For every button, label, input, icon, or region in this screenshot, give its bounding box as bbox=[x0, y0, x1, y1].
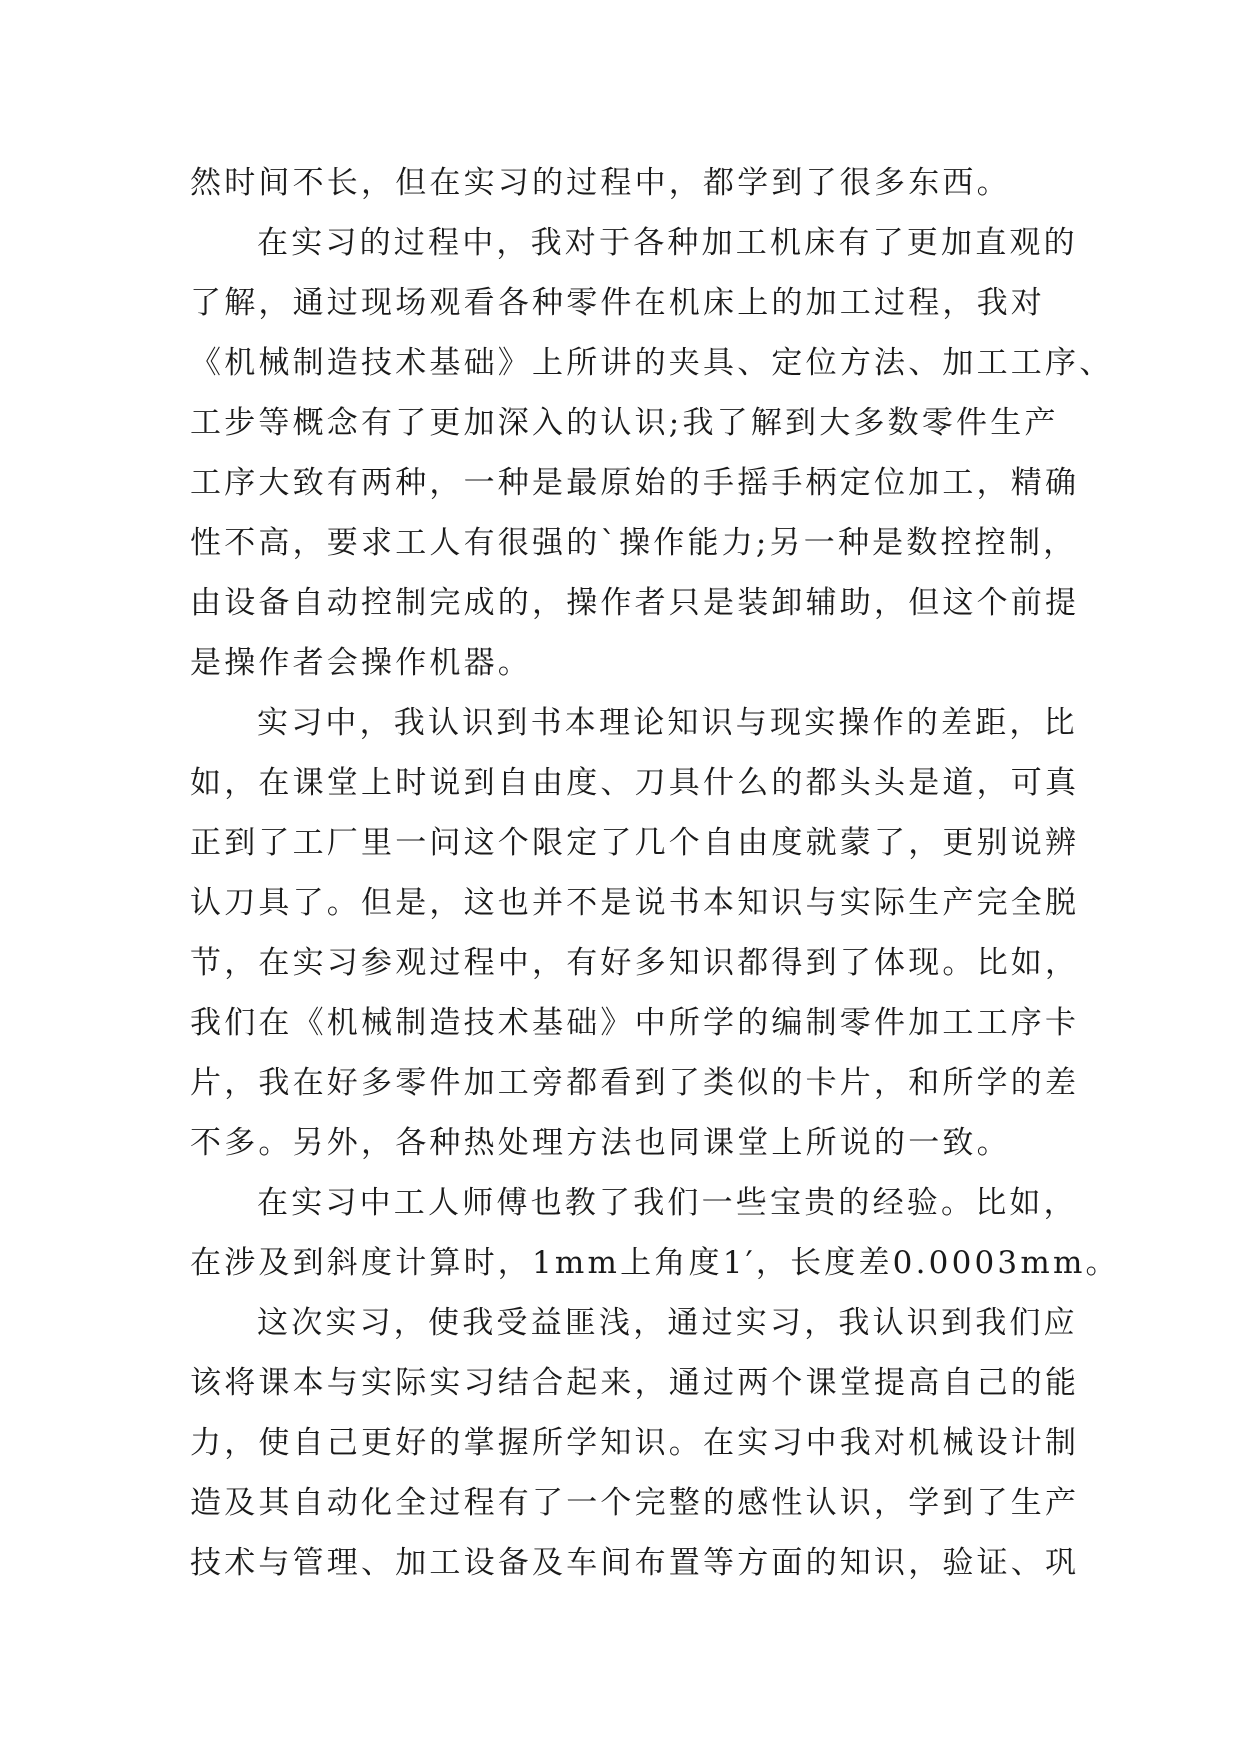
text-line: 正到了工厂里一问这个限定了几个自由度就蒙了，更别说辨 bbox=[190, 825, 1080, 861]
text-line: 然时间不长，但在实习的过程中，都学到了很多东西。 bbox=[190, 165, 1011, 201]
text-line: 认刀具了。但是，这也并不是说书本知识与实际生产完全脱 bbox=[190, 885, 1080, 921]
text-line: 在实习中工人师傅也教了我们一些宝贵的经验。比如， bbox=[257, 1185, 1078, 1221]
text-line: 《机械制造技术基础》上所讲的夹具、定位方法、加工工序、 bbox=[190, 345, 1114, 381]
text-line: 是操作者会操作机器。 bbox=[190, 645, 532, 681]
text-line: 片，我在好多零件加工旁都看到了类似的卡片，和所学的差 bbox=[190, 1065, 1080, 1101]
text-line: 力，使自己更好的掌握所学知识。在实习中我对机械设计制 bbox=[190, 1425, 1080, 1461]
text-line: 在实习的过程中，我对于各种加工机床有了更加直观的 bbox=[257, 225, 1078, 261]
text-line: 节，在实习参观过程中，有好多知识都得到了体现。比如， bbox=[190, 945, 1080, 981]
text-line: 实习中，我认识到书本理论知识与现实操作的差距，比 bbox=[257, 705, 1078, 741]
text-line: 技术与管理、加工设备及车间布置等方面的知识，验证、巩 bbox=[190, 1545, 1080, 1581]
text-line: 如，在课堂上时说到自由度、刀具什么的都头头是道，可真 bbox=[190, 765, 1080, 801]
text-line: 这次实习，使我受益匪浅，通过实习，我认识到我们应 bbox=[257, 1305, 1078, 1341]
text-line: 工序大致有两种，一种是最原始的手摇手柄定位加工，精确 bbox=[190, 465, 1080, 501]
text-line: 工步等概念有了更加深入的认识;我了解到大多数零件生产 bbox=[190, 405, 1059, 441]
text-line: 在涉及到斜度计算时，1mm上角度1′，长度差0.0003mm。 bbox=[190, 1245, 1120, 1281]
text-line: 我们在《机械制造技术基础》中所学的编制零件加工工序卡 bbox=[190, 1005, 1080, 1041]
text-line: 造及其自动化全过程有了一个完整的感性认识，学到了生产 bbox=[190, 1485, 1080, 1521]
text-line: 不多。另外，各种热处理方法也同课堂上所说的一致。 bbox=[190, 1125, 1011, 1161]
text-line: 性不高，要求工人有很强的`操作能力;另一种是数控控制， bbox=[190, 525, 1078, 561]
text-line: 了解，通过现场观看各种零件在机床上的加工过程，我对 bbox=[190, 285, 1045, 321]
text-line: 该将课本与实际实习结合起来，通过两个课堂提高自己的能 bbox=[190, 1365, 1080, 1401]
text-line: 由设备自动控制完成的，操作者只是装卸辅助，但这个前提 bbox=[190, 585, 1080, 621]
